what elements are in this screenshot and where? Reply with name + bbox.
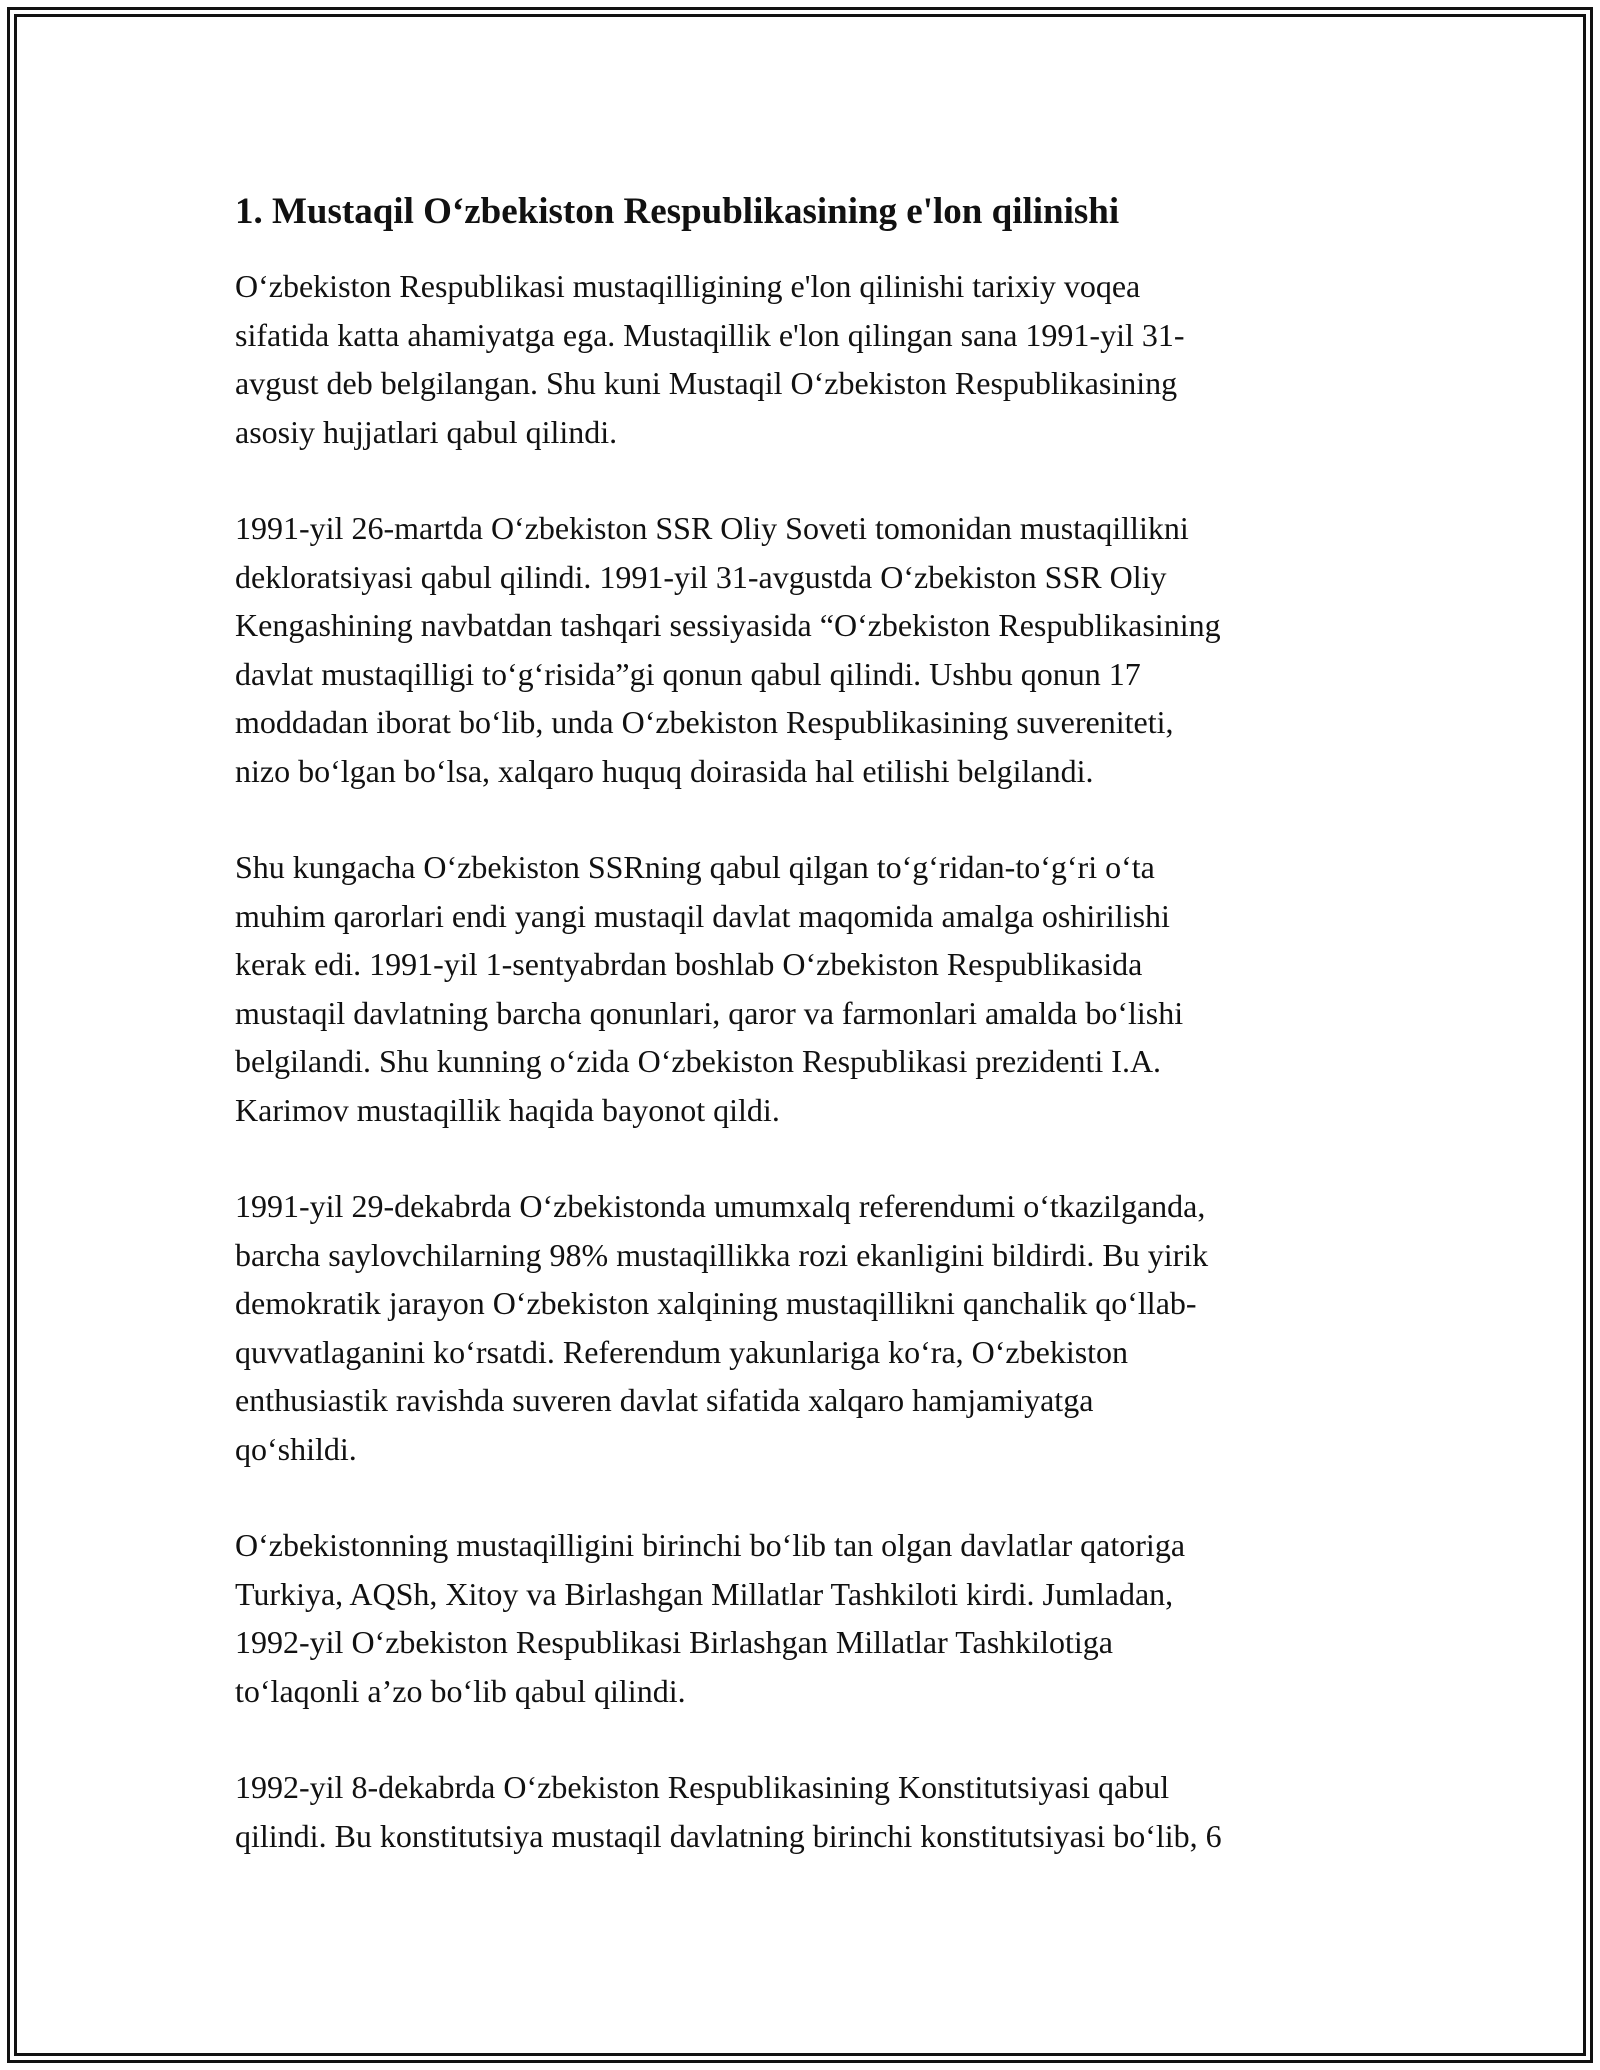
text-line: Turkiya, AQSh, Xitoy va Birlashgan Millatlar Tashkiloti kirdi. Jumladan, [235,1575,1174,1612]
text-line: moddadan iborat bo‘lib, unda O‘zbekiston Respublikasining suvereniteti, [235,704,1174,740]
paragraph-5 [235,1521,1385,1715]
paragraph-6 [235,1763,1385,1860]
text-line: belgilandi. Shu kunning o‘zida O‘zbekiston Respublikasi prezidenti I.A. [235,1043,1162,1079]
text-line: demokratik jarayon O‘zbekiston xalqining mustaqillikni qanchalik qo‘llab- [235,1285,1197,1321]
text-line: quvvatlaganini ko‘rsatdi. Referendum yakunlariga ko‘ra, O‘zbekiston [235,1333,1129,1370]
text-line: dekloratsiyasi qabul qilindi. 1991-yil 31-avgustda O‘zbekiston SSR Oliy [235,558,1167,595]
text-line: Karimov mustaqillik haqida bayonot qildi. [235,1091,780,1128]
document-body [235,188,1385,1908]
text-line: 1992-yil 8-dekabrda O‘zbekiston Respublikasining Konstitutsiyasi qabul [235,1769,1170,1805]
text-line: avgust deb belgilangan. Shu kuni Mustaqil O‘zbekiston Respublikasining [235,365,1178,401]
text-line: qo‘shildi. [235,1430,357,1467]
paragraph-2 [235,504,1385,795]
text-line: asosiy hujjatlari qabul qilindi. [235,413,618,450]
text-line: O‘zbekistonning mustaqilligini birinchi bo‘lib tan olgan davlatlar qatoriga [235,1527,1186,1563]
text-line: kerak edi. 1991-yil 1-sentyabrdan boshlab O‘zbekiston Respublikasida [235,946,1143,982]
text-line: to‘laqonli a’zo bo‘lib qabul qilindi. [235,1672,686,1709]
text-line: nizo bo‘lgan bo‘lsa, xalqaro huquq doirasida hal etilishi belgilandi. [235,752,1094,789]
text-line: davlat mustaqilligi to‘g‘risida”gi qonun qabul qilindi. Ushbu qonun 17 [235,655,1141,692]
text-line: muhim qarorlari endi yangi mustaqil davlat maqomida amalga oshirilishi [235,897,1170,934]
text-line: O‘zbekiston Respublikasi mustaqilligining e'lon qilinishi tarixiy voqea [235,268,1141,304]
text-line: enthusiastik ravishda suveren davlat sifatida xalqaro hamjamiyatga [235,1382,1094,1418]
text-line: barcha saylovchilarning 98% mustaqillikka rozi ekanligini bildirdi. Bu yirik [235,1236,1209,1273]
text-line: mustaqil davlatning barcha qonunlari, qaror va farmonlari amalda bo‘lishi [235,994,1184,1031]
text-line: 1991-yil 29-dekabrda O‘zbekistonda umumxalq referendumi o‘tkazilganda, [235,1188,1206,1224]
text-line: Shu kungacha O‘zbekiston SSRning qabul qilgan to‘g‘ridan-to‘g‘ri o‘ta [235,849,1155,885]
paragraph-4 [235,1182,1385,1473]
text-line: sifatida katta ahamiyatga ega. Mustaqillik e'lon qilingan sana 1991-yil 31- [235,316,1185,353]
text-line: qilindi. Bu konstitutsiya mustaqil davlatning birinchi konstitutsiyasi bo‘lib, 6 [235,1817,1222,1854]
paragraph-3 [235,843,1385,1134]
text-line: Kengashining navbatdan tashqari sessiyasida “O‘zbekiston Respublikasining [235,607,1221,643]
text-line: 1991-yil 26-martda O‘zbekiston SSR Oliy Soveti tomonidan mustaqillikni [235,510,1189,546]
text-line: 1992-yil O‘zbekiston Respublikasi Birlashgan Millatlar Tashkilotiga [235,1624,1113,1660]
paragraph-1 [235,262,1385,456]
section-heading: 1. Mustaqil O‘zbekiston Respublikasining e'lon qilinishi [235,191,1120,232]
